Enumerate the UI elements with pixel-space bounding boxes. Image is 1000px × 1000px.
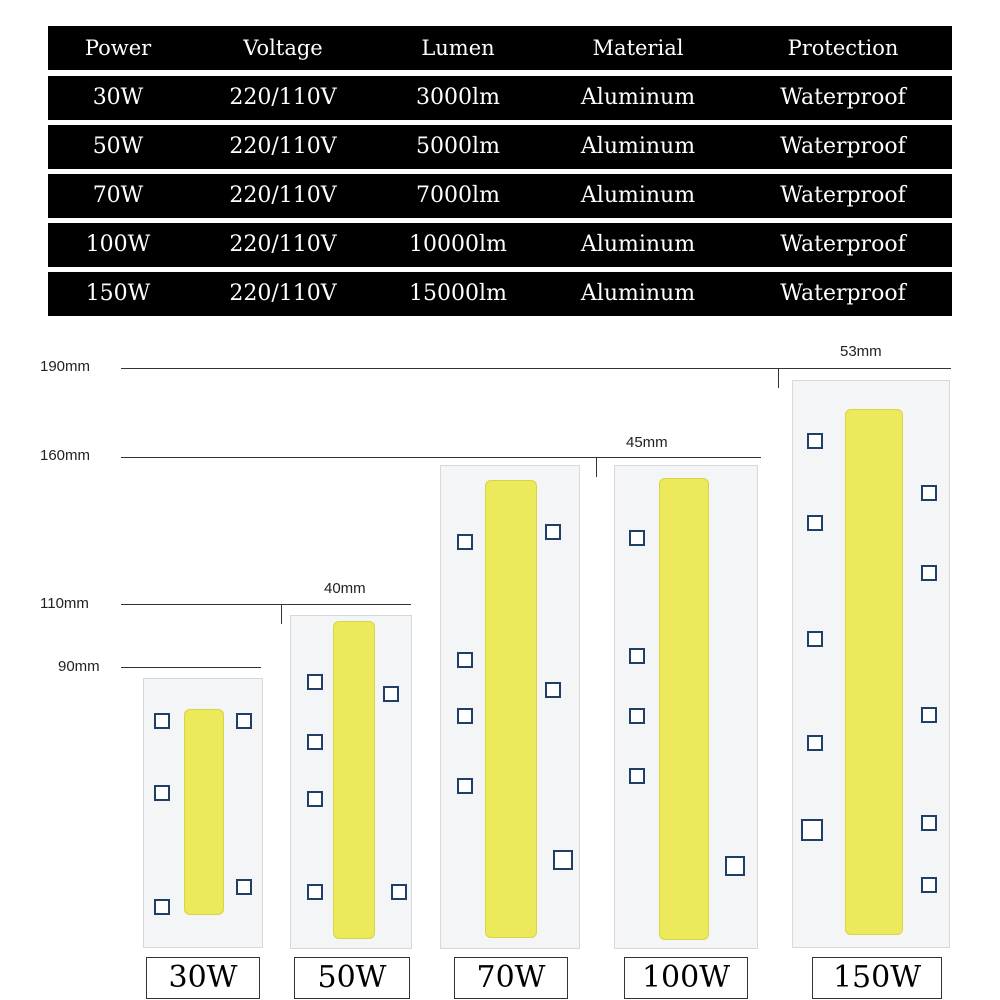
dim-line-110	[121, 604, 411, 605]
cell-lumen: 3000lm	[416, 85, 500, 110]
solder-pad	[307, 734, 323, 750]
solder-pad	[457, 708, 473, 724]
dim-tick-40	[281, 604, 282, 624]
width-label-40: 40mm	[324, 580, 366, 597]
dim-line-160	[121, 457, 761, 458]
width-label-53: 53mm	[840, 343, 882, 360]
solder-pad	[545, 524, 561, 540]
cob-chip-30w	[143, 678, 263, 948]
cell-voltage: 220/110V	[229, 183, 337, 208]
chip-label-150w: 150W	[812, 957, 942, 999]
solder-pad	[921, 815, 937, 831]
cell-power: 50W	[92, 134, 144, 159]
cell-material: Aluminum	[580, 232, 696, 257]
led-strip	[184, 709, 224, 915]
table-row	[48, 76, 952, 120]
solder-pad	[921, 565, 937, 581]
cell-lumen: 15000lm	[409, 281, 507, 306]
cell-power: 100W	[85, 232, 151, 257]
chip-label-100w: 100W	[624, 957, 748, 999]
led-strip	[845, 409, 903, 935]
header-material: Material	[592, 36, 684, 60]
solder-pad	[154, 899, 170, 915]
cell-protection: Waterproof	[780, 134, 906, 159]
cob-chip-150w	[792, 380, 950, 948]
solder-pad	[383, 686, 399, 702]
solder-pad	[921, 877, 937, 893]
height-label-190: 190mm	[40, 358, 91, 375]
solder-pad	[629, 648, 645, 664]
cell-power: 30W	[92, 85, 144, 110]
height-label-110: 110mm	[40, 595, 89, 612]
cell-protection: Waterproof	[780, 85, 906, 110]
solder-pad	[629, 708, 645, 724]
chip-label-30w: 30W	[146, 957, 260, 999]
solder-pad	[154, 785, 170, 801]
width-label-45: 45mm	[626, 434, 668, 451]
cell-material: Aluminum	[580, 134, 696, 159]
solder-pad	[307, 884, 323, 900]
solder-pad	[307, 674, 323, 690]
chip-label-70w: 70W	[454, 957, 568, 999]
cob-chip-50w	[290, 615, 412, 949]
cell-voltage: 220/110V	[229, 85, 337, 110]
solder-pad	[807, 515, 823, 531]
cell-power: 70W	[92, 183, 144, 208]
height-label-90: 90mm	[58, 658, 100, 675]
height-label-160: 160mm	[40, 447, 91, 464]
solder-pad	[807, 433, 823, 449]
solder-pad	[457, 652, 473, 668]
cell-material: Aluminum	[580, 281, 696, 306]
cell-material: Aluminum	[580, 183, 696, 208]
cell-voltage: 220/110V	[229, 281, 337, 306]
cell-protection: Waterproof	[780, 281, 906, 306]
cell-lumen: 10000lm	[409, 232, 507, 257]
cell-protection: Waterproof	[780, 232, 906, 257]
dim-line-90	[121, 667, 261, 668]
table-row	[48, 223, 952, 267]
solder-pad	[236, 713, 252, 729]
solder-pad	[807, 631, 823, 647]
header-lumen: Lumen	[421, 36, 495, 60]
led-strip	[485, 480, 537, 938]
dim-tick-45	[596, 457, 597, 477]
cob-chip-100w	[614, 465, 758, 949]
solder-pad	[629, 530, 645, 546]
solder-pad	[921, 707, 937, 723]
solder-pad	[629, 768, 645, 784]
solder-pad	[154, 713, 170, 729]
led-strip	[333, 621, 375, 939]
table-row	[48, 125, 952, 169]
solder-pad	[236, 879, 252, 895]
solder-pad	[307, 791, 323, 807]
solder-pad	[921, 485, 937, 501]
solder-pad	[545, 682, 561, 698]
chip-label-50w: 50W	[294, 957, 410, 999]
cell-material: Aluminum	[580, 85, 696, 110]
cell-power: 150W	[85, 281, 151, 306]
header-power: Power	[84, 36, 152, 60]
solder-pad	[553, 850, 573, 870]
solder-pad	[457, 778, 473, 794]
solder-pad	[807, 735, 823, 751]
header-protection: Protection	[787, 36, 899, 60]
dim-tick-53	[778, 368, 779, 388]
solder-pad	[391, 884, 407, 900]
cell-voltage: 220/110V	[229, 134, 337, 159]
cell-protection: Waterproof	[780, 183, 906, 208]
led-strip	[659, 478, 709, 940]
cell-lumen: 5000lm	[416, 134, 500, 159]
table-row	[48, 272, 952, 316]
cell-voltage: 220/110V	[229, 232, 337, 257]
solder-pad	[725, 856, 745, 876]
table-row	[48, 174, 952, 218]
cell-lumen: 7000lm	[416, 183, 500, 208]
table-header-row	[48, 26, 952, 70]
header-voltage: Voltage	[243, 36, 323, 60]
dim-line-190	[121, 368, 951, 369]
solder-pad	[801, 819, 823, 841]
solder-pad	[457, 534, 473, 550]
cob-chip-70w	[440, 465, 580, 949]
